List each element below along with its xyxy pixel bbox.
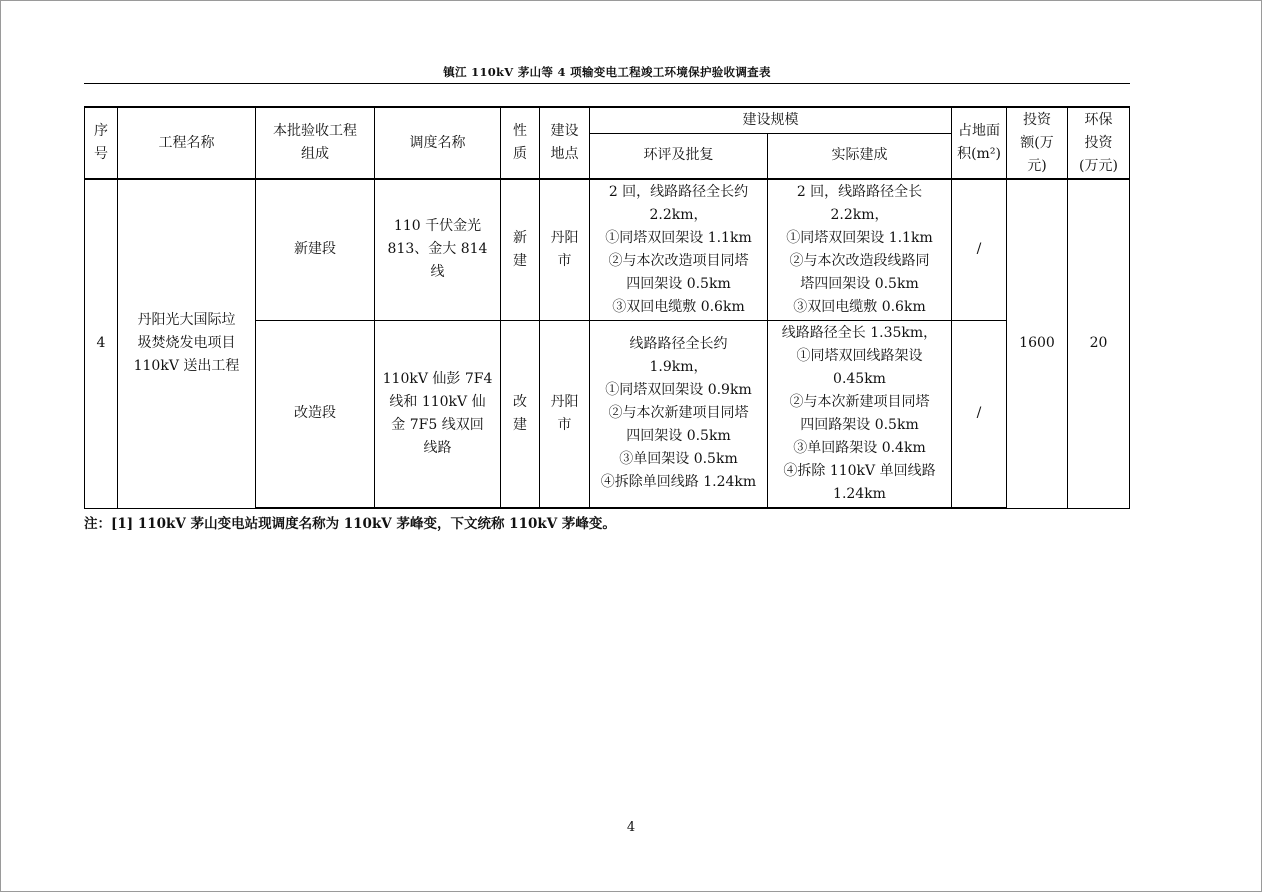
cell-investment: 1600	[1007, 179, 1068, 508]
header-area	[952, 107, 1007, 179]
header-scale-actual: 实际建成	[768, 133, 952, 179]
header-env-investment-line: (万元)	[1079, 157, 1118, 174]
location-line: 市	[557, 252, 572, 269]
header-seq-line: 序	[94, 123, 108, 139]
scale-actual-line: ④拆除 110kV 单回线路	[783, 462, 936, 479]
header-composition-line: 本批验收工程	[273, 123, 357, 139]
dispatch-name-line: 813、金大 814	[387, 241, 488, 258]
project-name-line: 圾焚烧发电项目	[137, 335, 236, 352]
header-project-name: 工程名称	[118, 107, 256, 179]
scale-actual-line: ②与本次新建项目同塔	[789, 393, 930, 410]
scale-eia-line: 2.2km，	[649, 206, 708, 223]
header-env-investment	[1068, 107, 1130, 179]
scale-actual-line: ③单回路架设 0.4km	[793, 439, 926, 456]
table-footnote: 注：[1] 110kV 茅山变电站现调度名称为 110kV 茅峰变，下文统称 110kV 茅峰变。	[84, 516, 616, 532]
dispatch-name-line: 线和 110kV 仙	[389, 393, 486, 410]
document-header-title: 镇江 110kV 茅山等 4 项输变电工程竣工环境保护验收调查表	[443, 65, 771, 79]
dispatch-name-line: 110 千伏金光	[393, 218, 482, 235]
cell-area: /	[952, 320, 1007, 508]
scale-actual-line: 塔四回架设 0.5km	[800, 275, 919, 292]
scale-eia-line: 2 回，线路路径全长约	[608, 183, 749, 200]
scale-eia-line: ①同塔双回架设 1.1km	[605, 229, 752, 246]
cell-seq: 4	[85, 179, 118, 508]
header-construction-scale: 建设规模	[590, 107, 952, 133]
dispatch-name-line: 110kV 仙彭 7F4	[382, 370, 493, 387]
scale-eia-line: 1.9km，	[649, 359, 708, 376]
cell-location	[540, 320, 590, 508]
page-number: 4	[626, 820, 636, 835]
header-nature	[501, 107, 540, 179]
header-location-line: 地点	[550, 146, 579, 162]
cell-composition: 新建段	[256, 179, 375, 320]
header-nature-line: 质	[513, 146, 527, 162]
nature-line: 改	[513, 393, 527, 410]
nature-line: 新	[513, 229, 527, 246]
scale-actual-line: 1.24km	[833, 485, 886, 502]
header-rule	[84, 83, 1130, 84]
cell-nature	[501, 320, 540, 508]
scale-actual-line: 2.2km，	[830, 206, 889, 223]
scale-eia-line: ④拆除单回线路 1.24km	[600, 474, 757, 491]
header-nature-line: 性	[513, 123, 527, 139]
cell-composition: 改造段	[256, 320, 375, 508]
header-investment-line: 元)	[1027, 157, 1047, 174]
dispatch-name-line: 线	[430, 264, 445, 281]
scale-eia-line: 线路路径全长约	[629, 336, 728, 353]
table-row	[85, 179, 1130, 320]
scale-eia-line: ③双回电缆敷 0.6km	[612, 298, 745, 315]
header-composition-line: 组成	[301, 146, 329, 162]
header-dispatch-name: 调度名称	[375, 107, 501, 179]
location-line: 丹阳	[550, 229, 579, 246]
header-investment-line: 投资	[1023, 111, 1051, 128]
header-env-investment-line: 投资	[1084, 134, 1113, 151]
header-investment	[1007, 107, 1068, 179]
scale-actual-line: ①同塔双回架设 1.1km	[786, 229, 933, 246]
cell-dispatch-name	[375, 320, 501, 508]
header-composition	[256, 107, 375, 179]
scale-eia-line: ②与本次新建项目同塔	[608, 405, 749, 422]
header-area-line: 占地面	[958, 123, 1000, 139]
cell-env-investment: 20	[1068, 179, 1130, 508]
header-seq-line: 号	[94, 146, 108, 162]
cell-nature	[501, 179, 540, 320]
header-location-line: 建设	[550, 123, 579, 139]
header-area-line: 积(m²)	[957, 146, 1001, 162]
scale-eia-line: ②与本次改造项目同塔	[608, 252, 749, 269]
cell-location	[540, 179, 590, 320]
location-line: 丹阳	[550, 393, 579, 410]
scale-actual-line: 四回路架设 0.5km	[800, 416, 919, 433]
scale-actual-line: ③双回电缆敷 0.6km	[793, 298, 926, 315]
dispatch-name-line: 线路	[423, 439, 452, 456]
scale-eia-line: ③单回架设 0.5km	[619, 451, 738, 468]
project-name-line: 丹阳光大国际垃	[137, 312, 236, 329]
dispatch-name-line: 金 7F5 线双回	[391, 416, 484, 433]
cell-scale-actual	[768, 320, 952, 508]
cell-project-name	[118, 179, 256, 508]
header-scale-eia: 环评及批复	[590, 133, 768, 179]
scale-actual-line: 0.45km	[833, 370, 886, 387]
cell-scale-eia	[590, 179, 768, 320]
nature-line: 建	[513, 416, 527, 433]
project-name-line: 110kV 送出工程	[133, 358, 240, 375]
cell-dispatch-name	[375, 179, 501, 320]
header-investment-line: 额(万	[1020, 134, 1054, 151]
cell-area: /	[952, 179, 1007, 320]
scale-eia-line: 四回架设 0.5km	[626, 275, 731, 292]
header-env-investment-line: 环保	[1084, 111, 1113, 128]
scale-actual-line: ①同塔双回线路架设	[796, 347, 923, 364]
scale-actual-line: ②与本次改造段线路同	[789, 252, 930, 269]
acceptance-table	[84, 106, 1130, 509]
header-location	[540, 107, 590, 179]
nature-line: 建	[513, 252, 527, 269]
location-line: 市	[557, 416, 572, 433]
scale-actual-line: 线路路径全长 1.35km，	[781, 324, 938, 341]
scale-eia-line: ①同塔双回架设 0.9km	[605, 382, 752, 399]
scale-eia-line: 四回架设 0.5km	[626, 428, 731, 445]
cell-scale-eia	[590, 320, 768, 508]
scale-actual-line: 2 回，线路路径全长	[796, 183, 923, 200]
cell-scale-actual	[768, 179, 952, 320]
header-seq	[85, 107, 118, 179]
